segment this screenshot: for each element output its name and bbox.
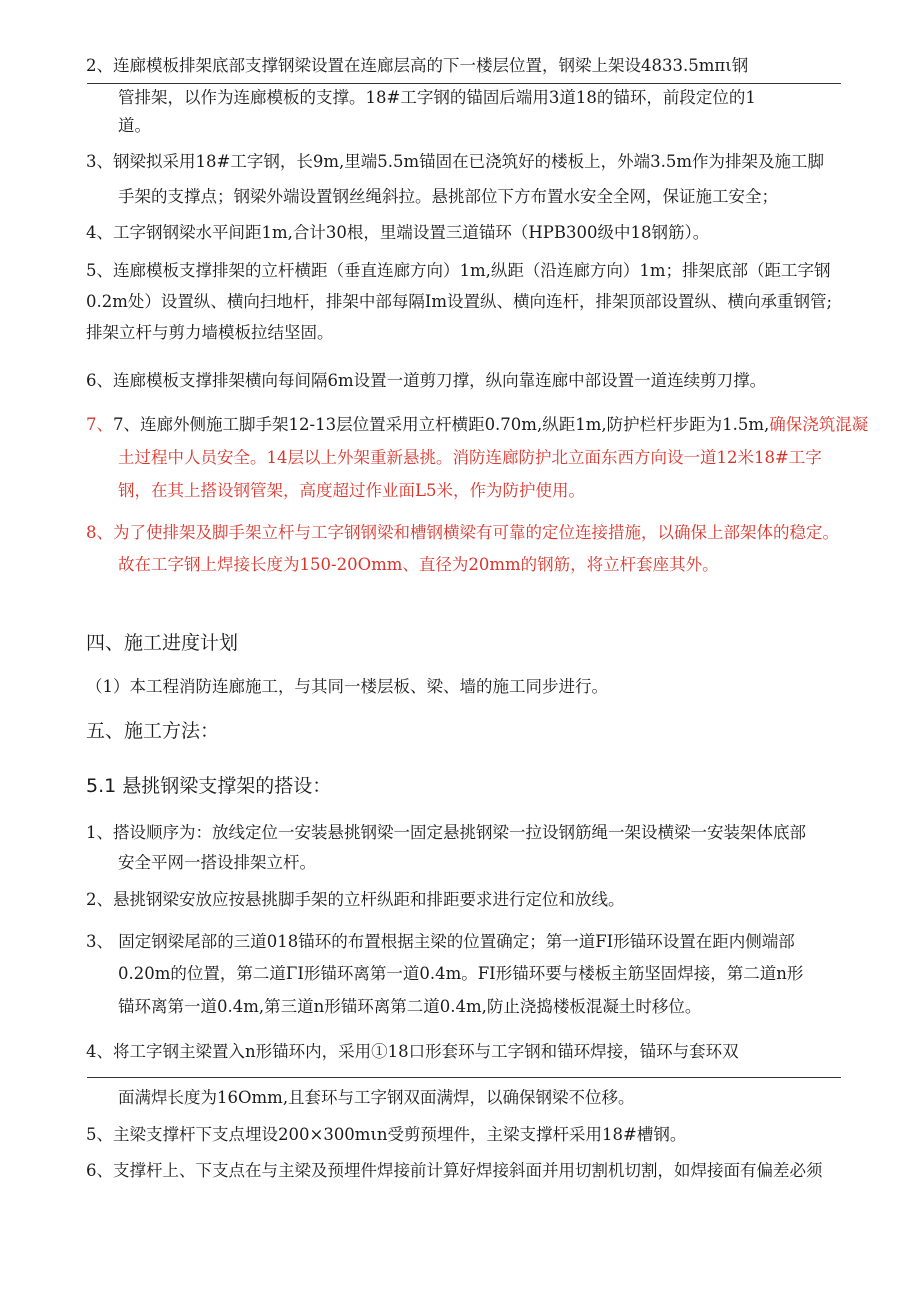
para-5-line-3: 排架立杆与剪力墙模板拉结坚固。 — [86, 323, 334, 342]
method-4-line-2: 面满焊长度为16Omm,且套环与工字钢双面满焊，以确保钢梁不位移。 — [118, 1088, 635, 1107]
para-7-line-1-black: 7、连廊外侧施工脚手架12-13层位置采用立杆横距0.70m,纵距1m,防护栏杆步距为1.5m, — [113, 415, 770, 434]
method-6-line-1: 6、支撑杆上、下支点在与主梁及预埋件焊接前计算好焊接斜面并用切割机切割，如焊接面有偏差必须 — [86, 1161, 823, 1180]
para-7-line-1-red: 确保浇筑混凝 — [769, 415, 869, 434]
method-1-line-2: 安全平网一搭设排架立杆。 — [118, 853, 316, 872]
para-8-line-2: 故在工字钢上焊接长度为150-20Omm、直径为20mm的钢筋，将立杆套座其外。 — [118, 555, 719, 574]
para-2-line-1: 2、连廊模板排架底部支撑钢梁设置在连廊层高的下一楼层位置，钢梁上架设4833.5mπι钢 — [86, 56, 749, 75]
subsection-5-1-heading: 5.1 悬挑钢梁支撑架的搭设： — [86, 775, 332, 797]
para-7-line-2: 土过程中人员安全。14层以上外架重新悬挑。消防连廊防护北立面东西方向设一道12米18#工字 — [118, 448, 822, 467]
section-5-heading: 五、施工方法： — [86, 720, 220, 742]
section-4-heading: 四、施工进度计划 — [86, 632, 239, 654]
para-3-line-1: 3、钢梁拟采用18#工字钢，长9m,里端5.5m锚固在已浇筑好的楼板上，外端3.5m作为排架及施工脚 — [86, 152, 824, 171]
method-3-line-3: 锚环离第一道0.4m,第三道n形锚环离第二道0.4m,防止浇捣楼板混凝土时移位。 — [118, 997, 702, 1016]
para-8-line-1: 8、为了使排架及脚手架立杆与工字钢钢梁和槽钢横梁有可靠的定位连接措施，以确保上部架体的稳定。 — [86, 523, 839, 542]
method-4-line-1: 4、将工字钢主梁置入n形锚环内，采用①18口形套环与工字钢和锚环焊接，锚环与套环双 — [86, 1042, 739, 1061]
method-5-line-1: 5、主梁支撑杆下支点埋设200×300mιn受剪预埋件，主梁支撑杆采用18#槽钢。 — [86, 1125, 687, 1144]
page-divider-top — [87, 83, 841, 84]
para-2-line-3: 道。 — [118, 116, 151, 135]
para-3-line-2: 手架的支撑点；钢梁外端设置钢丝绳斜拉。悬挑部位下方布置水安全全网，保证施工安全； — [118, 187, 778, 206]
method-3-line-2: 0.20m的位置，第二道ΓI形锚环离第一道0.4m。FI形锚环要与楼板主筋坚固焊接，第二道n形 — [118, 964, 804, 983]
method-2-line-1: 2、悬挑钢梁安放应按悬挑脚手架的立杆纵距和排距要求进行定位和放线。 — [86, 890, 625, 909]
para-5-line-2: 0.2m处）设置纵、横向扫地杆，排架中部每隔Im设置纵、横向连杆，排架顶部设置纵、横向承重钢管; — [86, 292, 833, 311]
section-4-item-1: （1）本工程消防连廊施工，与其同一楼层板、梁、墙的施工同步进行。 — [86, 677, 608, 696]
para-4-line-1: 4、工字钢钢梁水平间距1m,合计30根，里端设置三道锚环（HPB300级中18钢筋）。 — [86, 223, 710, 242]
para-7-line-1 — [86, 414, 868, 436]
para-7-number: 7、 — [86, 415, 113, 434]
method-1-line-1: 1、搭设顺序为：放线定位一安装悬挑钢梁一固定悬挑钢梁一拉设钢筋绳一架设横梁一安装架体底部 — [86, 823, 806, 842]
para-6-line-1: 6、连廊模板支撑排架横向每间隔6m设置一道剪刀撑，纵向靠连廊中部设置一道连续剪刀撑。 — [86, 371, 767, 390]
page-divider-bottom — [87, 1077, 841, 1078]
para-5-line-1: 5、连廊模板支撑排架的立杆横距（垂直连廊方向）1m,纵距（沿连廊方向）1m；排架底部（距工字钢 — [86, 261, 831, 280]
method-3-line-1: 3、 固定钢梁尾部的三道018锚环的布置根据主梁的位置确定；第一道FI形锚环设置在距内侧端部 — [86, 932, 795, 951]
para-2-line-2: 管排架，以作为连廊模板的支撑。18#工字钢的锚固后端用3道18的锚环，前段定位的1 — [118, 88, 756, 107]
para-7-line-3: 钢，在其上搭设钢管架，高度超过作业面L5米，作为防护使用。 — [118, 481, 585, 500]
